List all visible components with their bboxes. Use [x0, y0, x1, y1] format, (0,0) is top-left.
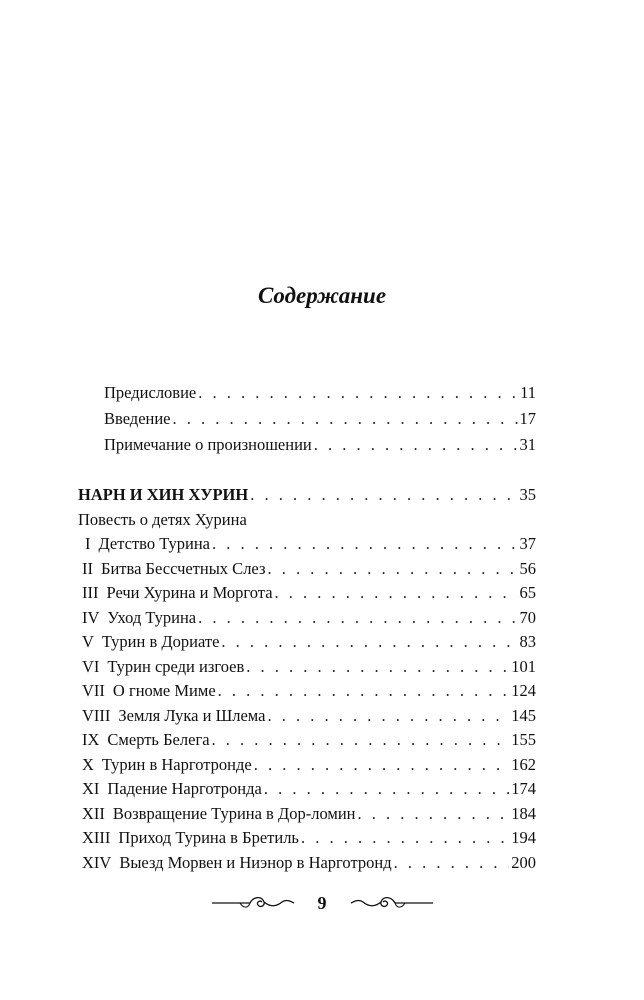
chapter-title: Земля Лука и Шлема [118, 705, 266, 725]
toc-part-page: 35 [519, 485, 536, 504]
dot-leader [173, 408, 518, 430]
chapter-number: VII [82, 681, 105, 700]
chapter-page: 83 [519, 632, 536, 651]
toc-chapter-entry[interactable] [82, 852, 536, 874]
chapter-number: IV [82, 607, 100, 627]
toc-chapter-entry[interactable] [82, 533, 536, 555]
chapter-number: VI [82, 656, 100, 676]
dot-leader [250, 484, 517, 506]
chapter-title: Битва Бессчетных Слез [101, 558, 266, 578]
chapter-number: XI [82, 779, 100, 798]
toc-chapter-entry[interactable] [82, 754, 536, 776]
toc-chapter-entry[interactable] [82, 582, 536, 604]
toc-entry-page: 11 [520, 383, 536, 402]
dot-leader [218, 680, 510, 702]
chapter-title: Выезд Морвен и Ниэнор в Нарготронд [119, 852, 392, 872]
toc-chapter-entry[interactable] [82, 827, 536, 849]
dot-leader [275, 582, 518, 604]
page-footer [0, 888, 644, 918]
chapter-title: Приход Турина в Бретиль [118, 828, 299, 847]
dot-leader [264, 778, 509, 800]
chapter-title: Речи Хурина и Моргота [106, 583, 273, 602]
dot-leader [314, 434, 518, 456]
chapter-title: Падение Нарготронда [107, 779, 262, 798]
dot-leader [212, 729, 510, 751]
chapter-number: I [84, 534, 91, 553]
toc-chapter-entry[interactable] [82, 680, 536, 702]
toc-entry-label: Введение [104, 409, 171, 428]
toc-chapter-entry[interactable] [82, 607, 536, 629]
dot-leader [246, 656, 509, 678]
chapter-number: II [82, 558, 93, 578]
toc-entry[interactable] [104, 434, 536, 456]
chapter-title: Турин среди изгоев [107, 656, 245, 676]
toc-chapter-entry[interactable] [82, 803, 536, 825]
toc-entry[interactable] [104, 382, 536, 404]
toc-chapter-entry[interactable] [82, 778, 536, 800]
toc-entry-page: 31 [519, 435, 536, 454]
chapter-title: Уход Турина [107, 607, 197, 627]
dot-leader [198, 607, 517, 629]
chapter-number: XIV [82, 852, 112, 872]
ornament-left-icon [210, 893, 296, 913]
chapter-title: Смерть Белега [107, 730, 210, 749]
dot-leader [198, 382, 518, 404]
dot-leader [221, 631, 517, 653]
dot-leader [301, 827, 509, 849]
dot-leader [254, 754, 510, 776]
chapter-title: Возвращение Турина в Дор-ломин [112, 803, 356, 823]
chapter-page: 200 [511, 852, 536, 872]
chapter-number: XII [82, 803, 105, 823]
page-title: Содержание [257, 283, 387, 308]
chapter-number: X [82, 754, 94, 774]
chapter-page: 70 [519, 607, 536, 627]
toc-part-entry[interactable] [78, 484, 536, 506]
chapter-title: Турин в Дориате [101, 632, 220, 651]
toc-chapter-entry[interactable] [82, 558, 536, 580]
ornament-right-icon [349, 893, 435, 913]
toc-part-label: НАРН И ХИН ХУРИН [78, 485, 249, 504]
chapter-page: 101 [511, 656, 536, 676]
chapter-page: 65 [519, 583, 536, 602]
chapter-page: 124 [511, 681, 536, 700]
chapter-page: 184 [511, 803, 536, 823]
dot-leader [267, 705, 509, 727]
dot-leader [267, 558, 517, 580]
toc-chapter-entry[interactable] [82, 705, 536, 727]
part-subtitle: Повесть о детях Хурина [78, 510, 247, 529]
chapter-page: 37 [519, 534, 536, 553]
dot-leader [394, 852, 510, 874]
chapter-page: 194 [511, 828, 536, 847]
chapter-title: Турин в Нарготронде [101, 754, 252, 774]
chapter-title: О гноме Миме [112, 681, 216, 700]
chapter-page: 174 [511, 779, 536, 798]
chapter-page: 162 [511, 754, 536, 774]
toc-chapter-entry[interactable] [82, 729, 536, 751]
chapter-page: 56 [519, 558, 536, 578]
toc-entry[interactable] [104, 408, 536, 430]
chapter-number: XIII [82, 828, 111, 847]
chapter-page: 155 [511, 730, 536, 749]
toc-entry-label: Предисловие [104, 383, 197, 402]
chapter-number: V [82, 632, 94, 651]
chapter-number: IX [82, 730, 100, 749]
chapter-page: 145 [511, 705, 536, 725]
page-number: 9 [317, 892, 327, 913]
toc-chapter-entry[interactable] [82, 656, 536, 678]
dot-leader [357, 803, 509, 825]
chapter-number: III [82, 583, 99, 602]
toc-chapter-entry[interactable] [82, 631, 536, 653]
dot-leader [212, 533, 518, 555]
chapter-number: VIII [82, 705, 111, 725]
chapter-title: Детство Турина [98, 534, 210, 553]
toc-entry-page: 17 [519, 409, 536, 428]
toc-entry-label: Примечание о произношении [104, 435, 312, 454]
